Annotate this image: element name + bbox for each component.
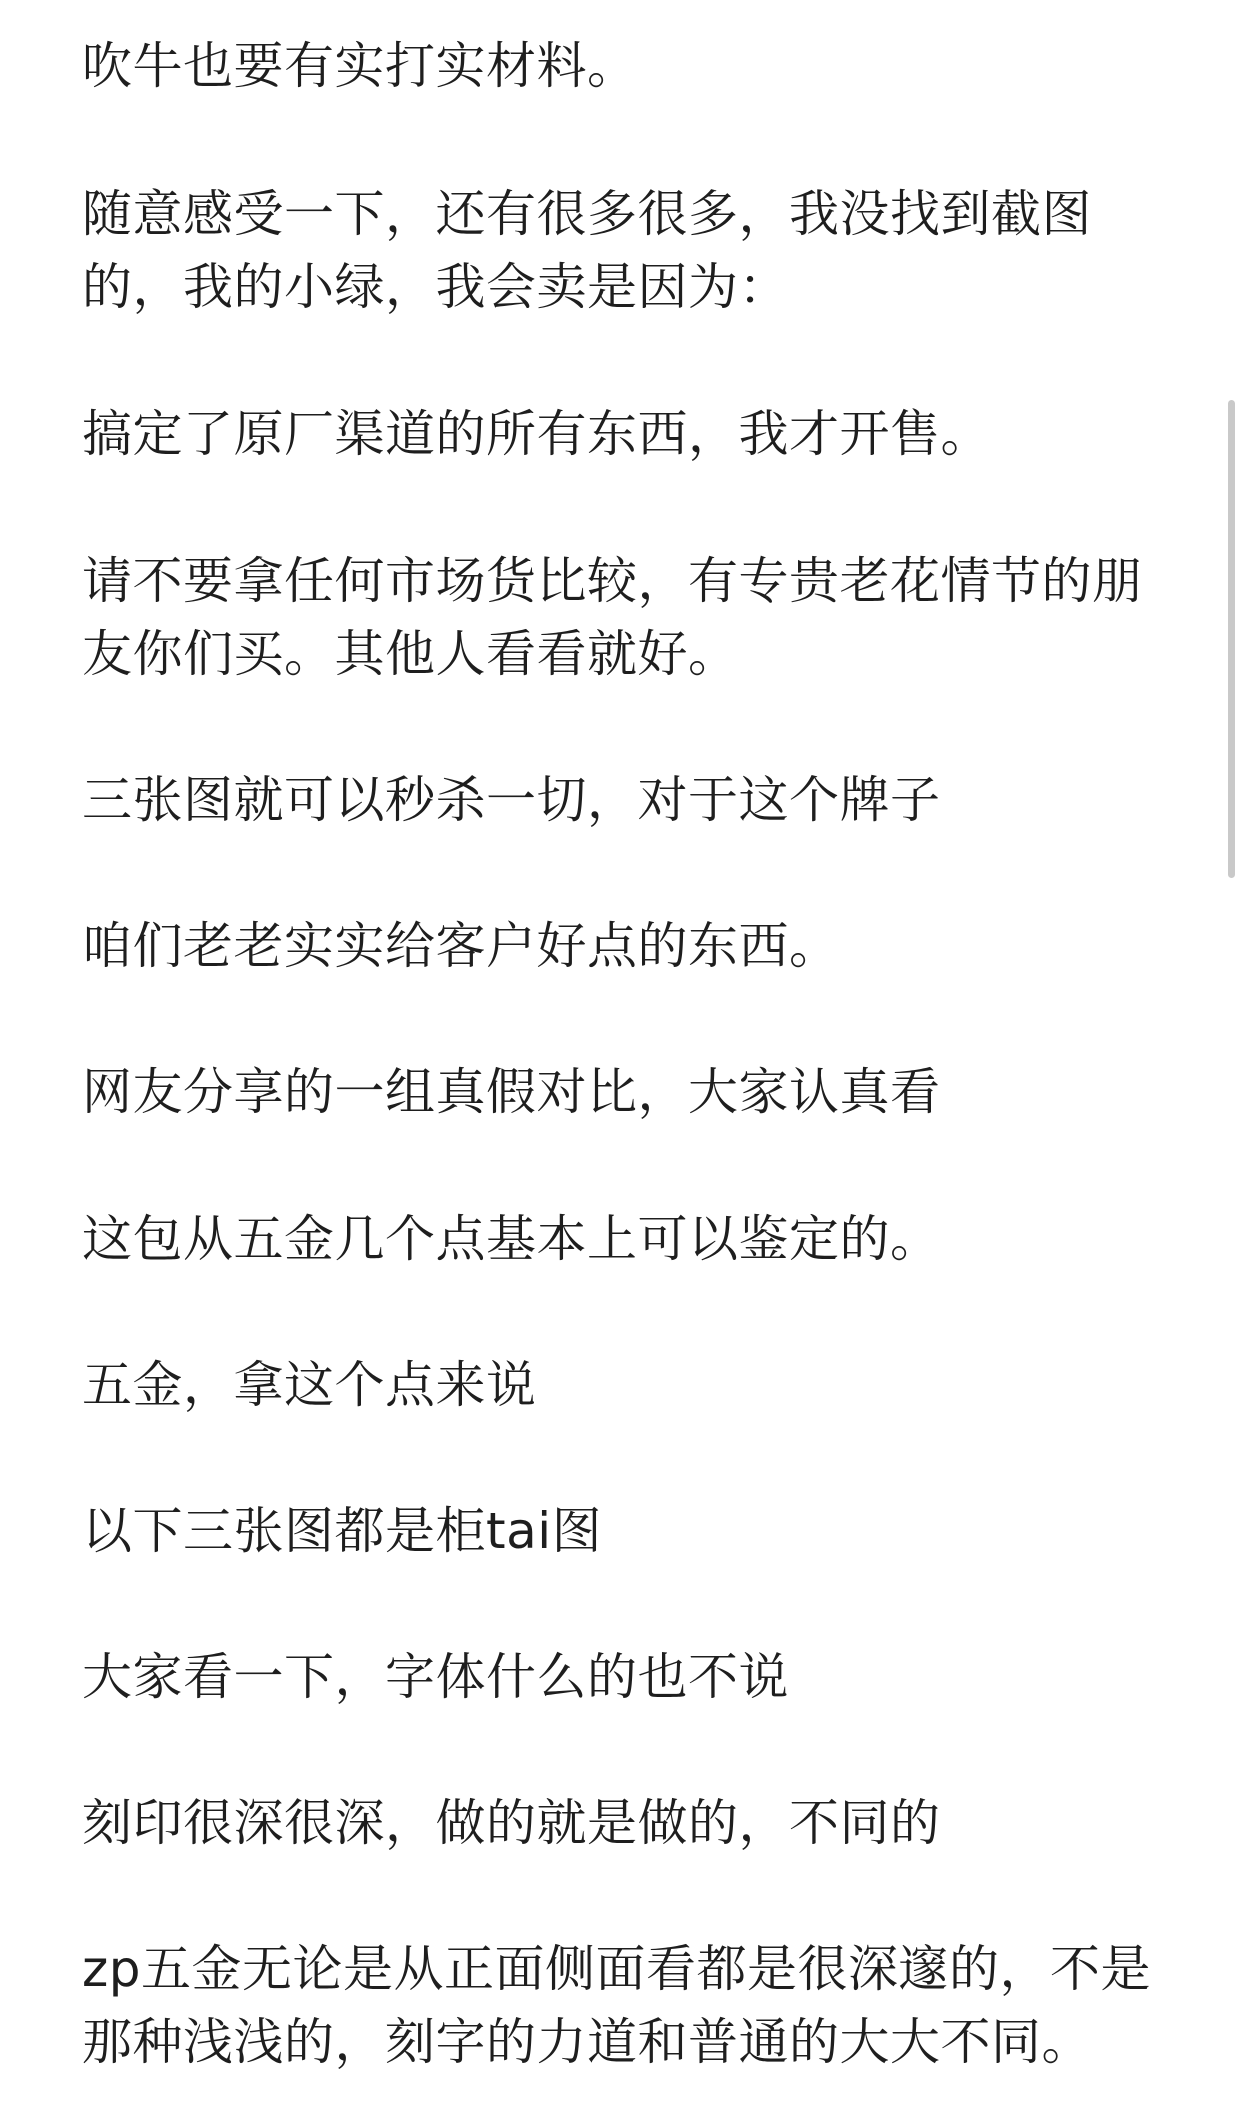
paragraph: 以下三张图都是柜tai图 [82, 1502, 603, 1560]
vertical-scrollbar[interactable] [1228, 400, 1235, 878]
paragraph: 五金，拿这个点来说 [82, 1356, 537, 1414]
paragraph: 搞定了原厂渠道的所有东西，我才开售。 [82, 405, 991, 463]
paragraph: 吹牛也要有实打实材料。 [82, 37, 638, 95]
paragraph: 这包从五金几个点基本上可以鉴定的。 [82, 1210, 941, 1268]
paragraph: 三张图就可以秒杀一切，对于这个牌子 [82, 771, 941, 829]
paragraph: 随意感受一下，还有很多很多，我没找到截图的，我的小绿，我会卖是因为： [82, 185, 1092, 316]
paragraph: 请不要拿任何市场货比较，有专贵老花情节的朋友你们买。其他人看看就好。 [82, 552, 1143, 683]
paragraph: zp五金无论是从正面侧面看都是很深邃的，不是那种浅浅的，刻字的力道和普通的大大不同。 [82, 1940, 1151, 2071]
paragraph: 刻印很深很深，做的就是做的，不同的 [82, 1794, 941, 1852]
paragraph: 网友分享的一组真假对比，大家认真看 [82, 1063, 941, 1121]
paragraph: 大家看一下，字体什么的也不说 [82, 1648, 789, 1706]
paragraph: 咱们老老实实给客户好点的东西。 [82, 917, 840, 975]
